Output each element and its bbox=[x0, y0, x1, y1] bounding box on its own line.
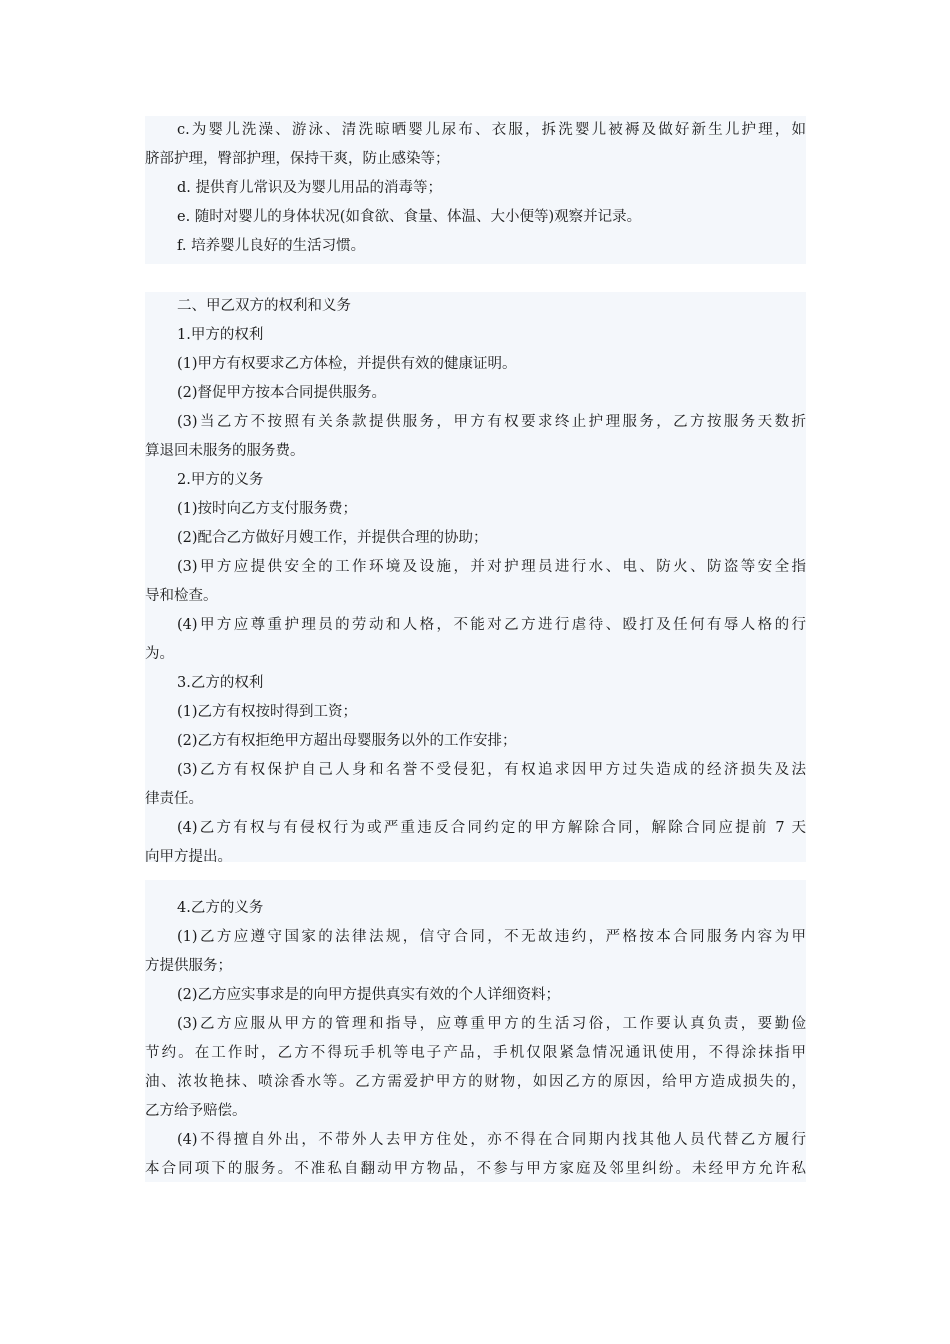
paragraph-line: 节约。在工作时，乙方不得玩手机等电子产品，手机仅限紧急情况通讯使用，不得涂抹指甲 bbox=[145, 1045, 806, 1061]
paragraph-line: c.为婴儿洗澡、游泳、清洗晾晒婴儿尿布、衣服，拆洗婴儿被褥及做好新生儿护理，如 bbox=[177, 122, 806, 138]
paragraph-line: 1.甲方的权利 bbox=[177, 327, 264, 343]
paragraph-line: (3)甲方应提供安全的工作环境及设施，并对护理员进行水、电、防火、防盗等安全指 bbox=[177, 559, 806, 575]
paragraph-line: e. 随时对婴儿的身体状况(如食欲、食量、体温、大小便等)观察并记录。 bbox=[177, 209, 642, 225]
paragraph-line: (1)甲方有权要求乙方体检，并提供有效的健康证明。 bbox=[177, 356, 517, 372]
paragraph-line: (3)乙方应服从甲方的管理和指导，应尊重甲方的生活习俗，工作要认真负责，要勤俭 bbox=[177, 1016, 806, 1032]
paragraph-line: (1)乙方应遵守国家的法律法规，信守合同，不无故违约，严格按本合同服务内容为甲 bbox=[177, 929, 806, 945]
paragraph-line: 算退回未服务的服务费。 bbox=[145, 443, 305, 459]
paragraph-line: 4.乙方的义务 bbox=[177, 900, 264, 916]
paragraph-line: 脐部护理，臀部护理，保持干爽，防止感染等； bbox=[145, 151, 450, 167]
paragraph-line: (3)当乙方不按照有关条款提供服务，甲方有权要求终止护理服务，乙方按服务天数折 bbox=[177, 414, 806, 430]
paragraph-line: 为。 bbox=[145, 646, 174, 662]
paragraph-line: (1)按时向乙方支付服务费； bbox=[177, 501, 358, 517]
paragraph-line: 3.乙方的权利 bbox=[177, 675, 264, 691]
paragraph-line: (4)乙方有权与有侵权行为或严重违反合同约定的甲方解除合同，解除合同应提前 7 天 bbox=[177, 820, 806, 836]
rights-obligations-section bbox=[145, 292, 806, 865]
paragraph-line: (2)督促甲方按本合同提供服务。 bbox=[177, 385, 387, 401]
paragraph-line: 方提供服务； bbox=[145, 958, 232, 974]
paragraph-line: 乙方给予赔偿。 bbox=[145, 1103, 247, 1119]
party-b-obligations-section bbox=[145, 880, 806, 1182]
paragraph-line: 2.甲方的义务 bbox=[177, 472, 264, 488]
paragraph-line: (4)不得擅自外出，不带外人去甲方住处，亦不得在合同期内找其他人员代替乙方履行 bbox=[177, 1132, 806, 1148]
paragraph-line: (2)配合乙方做好月嫂工作，并提供合理的协助； bbox=[177, 530, 488, 546]
paragraph-line: (2)乙方应实事求是的向甲方提供真实有效的个人详细资料； bbox=[177, 987, 561, 1003]
paragraph-line: (4)甲方应尊重护理员的劳动和人格，不能对乙方进行虐待、殴打及任何有辱人格的行 bbox=[177, 617, 806, 633]
paragraph-line: f. 培养婴儿良好的生活习惯。 bbox=[177, 238, 366, 254]
paragraph-line: d. 提供育儿常识及为婴儿用品的消毒等； bbox=[177, 180, 442, 196]
service-items-section bbox=[145, 116, 806, 264]
paragraph-line: (1)乙方有权按时得到工资； bbox=[177, 704, 358, 720]
paragraph-line: (3)乙方有权保护自己人身和名誉不受侵犯，有权追求因甲方过失造成的经济损失及法 bbox=[177, 762, 806, 778]
paragraph-line: 本合同项下的服务。不准私自翻动甲方物品，不参与甲方家庭及邻里纠纷。未经甲方允许私 bbox=[145, 1161, 806, 1177]
paragraph-line: 导和检查。 bbox=[145, 588, 218, 604]
paragraph-line: 油、浓妆艳抹、喷涂香水等。乙方需爱护甲方的财物，如因乙方的原因，给甲方造成损失的， bbox=[145, 1074, 806, 1090]
paragraph-line: (2)乙方有权拒绝甲方超出母婴服务以外的工作安排； bbox=[177, 733, 517, 749]
paragraph-line: 向甲方提出。 bbox=[145, 849, 232, 865]
paragraph-line: 律责任。 bbox=[145, 791, 203, 807]
paragraph-line: 二、甲乙双方的权利和义务 bbox=[177, 298, 351, 314]
